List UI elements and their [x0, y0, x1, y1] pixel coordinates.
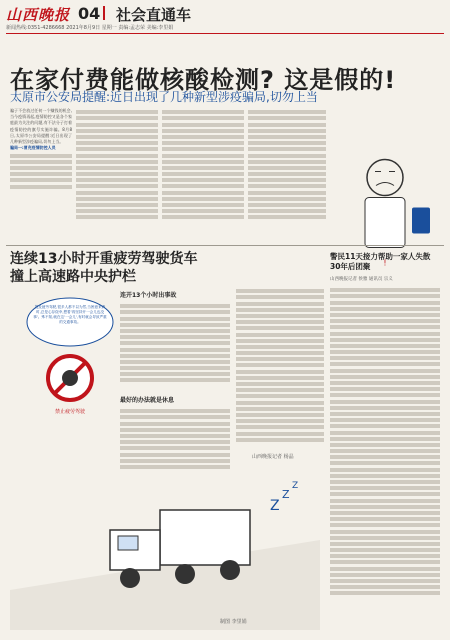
story3-text	[330, 286, 440, 626]
story2-column-3	[236, 287, 324, 467]
svg-text:!: !	[383, 258, 387, 268]
lead-subhead-1: 骗局一:冒充疫情防控人员	[10, 145, 56, 151]
svg-text:Z: Z	[292, 481, 299, 491]
story2-text-1	[120, 302, 230, 392]
masthead-rule	[6, 33, 444, 34]
lead-column-4	[248, 108, 326, 236]
story2-text-2	[120, 407, 230, 477]
sign-label: 禁止疲劳驾驶	[54, 409, 85, 415]
story2-headline: 连续13小时开重疲劳驾驶货车撞上高速路中央护栏	[10, 251, 198, 285]
section-divider	[6, 245, 444, 246]
svg-text:Z: Z	[270, 498, 280, 514]
illustration-credit: 制图 李里娟	[220, 619, 247, 625]
story3-headline: 警民11天接力帮助一家人失散30年后团聚	[330, 252, 431, 271]
story3	[330, 252, 440, 626]
page-number: 04	[78, 4, 108, 23]
story3-byline: 山西晚报记者 侯雅 通讯员 宗义	[330, 277, 393, 282]
story2-subhead-2: 最好的办法就是休息	[120, 397, 175, 404]
lead-column-3	[162, 108, 244, 236]
story2-body	[120, 287, 230, 477]
svg-text:Z: Z	[282, 488, 290, 501]
photo-credit: 山西晚报记者 杨晶	[252, 454, 294, 460]
newspaper-logo: 山西晚报	[6, 6, 71, 24]
story2-quote: 提及疲劳驾驶,很多人都不以为然,当困意来袭时,总是心存侥幸,想着'再坚持开一会儿也没事'。殊不知,就在这'一会儿',有时就会导致严重的交通事故。	[33, 305, 107, 324]
masthead	[6, 4, 444, 30]
main-subhead: 太原市公安局提醒:近日出现了几种新型涉疫骗局,切勿上当	[10, 90, 318, 104]
truck-illustration	[10, 470, 320, 630]
main-headline: 在家付费能做核酸检测? 这是假的!	[10, 66, 397, 94]
section-title: 社会直通车	[116, 6, 192, 24]
lead-intro: 骗子不会放过任何一个赚钱的机会,当今疫情再起,疫情防控又是各个家庭最为关注的问题,有不法分子打着疫情防控的旗号实施诈骗。8月8日,太原市公安局提醒:近日出现了几种新型涉疫骗局,切勿上当。	[10, 108, 72, 145]
masthead-info: 新闻热线:0351-4286668 2021年8月9日 星期一 责编:孟志荣 美编:李里娟	[6, 25, 174, 31]
lead-column-1	[10, 108, 72, 236]
lead-column-2	[76, 108, 158, 236]
story2-subhead-1: 连开13个小时出事故	[120, 292, 177, 299]
no-fatigue-driving-sign	[40, 350, 100, 410]
